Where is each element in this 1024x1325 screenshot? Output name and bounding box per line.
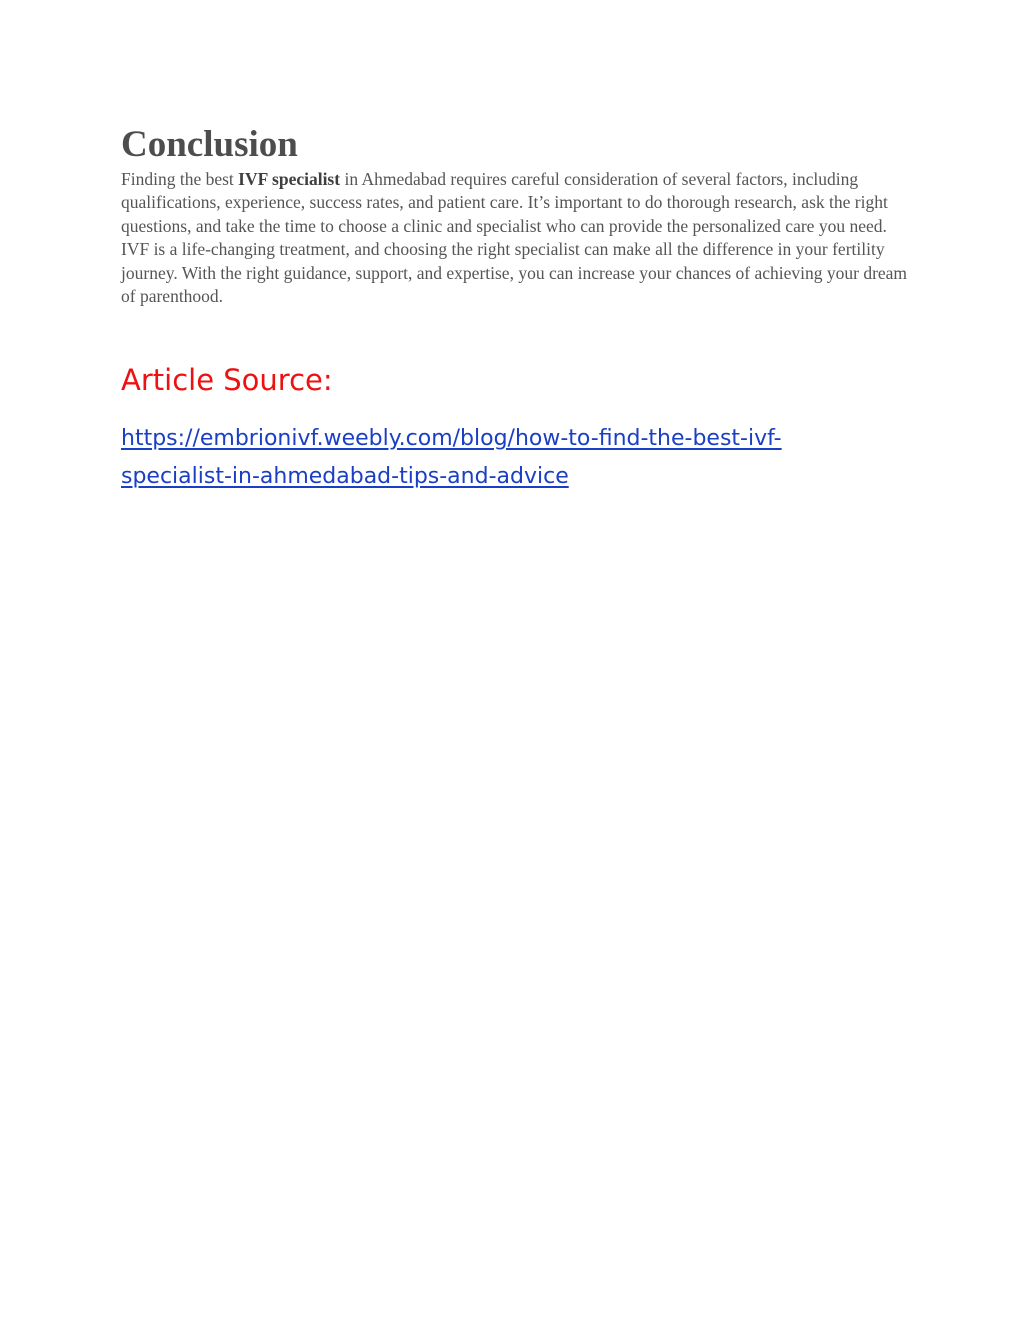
source-link-line-2: specialist-in-ahmedabad-tips-and-advice: [121, 464, 569, 489]
conclusion-heading: Conclusion: [121, 124, 298, 165]
conclusion-section: [121, 122, 911, 308]
conclusion-paragraph: [121, 168, 911, 308]
article-source-heading: Article Source:: [121, 363, 333, 397]
ivf-specialist-term: IVF specialist: [238, 169, 341, 189]
source-link-line-1: https://embrionivf.weebly.com/blog/how-to-find-the-best-ivf-: [121, 426, 782, 451]
paragraph-body: in Ahmedabad requires careful consideration of several factors, including qualifications, experience, success rates, and patient care. It’s important to do thorough research, ask the right questions, and take the time to choose a clinic and specialist who can provide the personalized care you need. IVF is a life-changing treatment, and choosing the right specialist can make all the difference in your fertility journey. With the right guidance, support, and expertise, you can increase your chances of achieving your dream of parenthood.: [121, 169, 908, 307]
paragraph-intro: Finding the best: [121, 169, 239, 189]
article-source-link[interactable]: [121, 420, 921, 496]
